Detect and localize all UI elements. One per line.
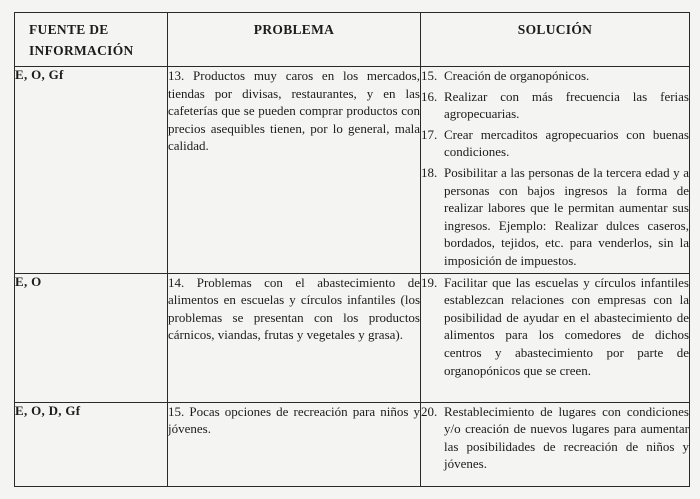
solution-text: Crear mercaditos agropecuarios con buenas condiciones. [444, 126, 689, 160]
solution-number: 17. [421, 126, 438, 142]
solution-number: 19. [421, 274, 438, 290]
solution-cell [421, 273, 690, 402]
problem-cell: 13. Productos muy caros en los mercados, tiendas por divisas, restaurantes, y en las cafeterías que se pueden comprar productos con precios asequibles tienen, por lo general, mala calidad. [168, 67, 421, 274]
solution-item [421, 67, 689, 85]
header-solution: SOLUCIÓN [421, 13, 690, 67]
solution-number: 15. [421, 68, 438, 83]
header-source-line2: INFORMACIÓN [29, 43, 134, 58]
solution-number: 20. [421, 403, 438, 419]
source-cell: E, O, Gf [15, 67, 168, 274]
table-row [15, 402, 690, 486]
solution-item [421, 164, 689, 270]
solution-item [421, 88, 689, 123]
table-row [15, 273, 690, 402]
solution-item [421, 403, 689, 473]
table-row [15, 67, 690, 274]
solution-cell [421, 402, 690, 486]
solution-text: Restablecimiento de lugares con condiciones y/o creación de nuevos lugares para aumentar las posibilidades de recreación de niños y jóvenes. [444, 403, 689, 472]
header-problem: PROBLEMA [168, 13, 421, 67]
table-header-row [15, 13, 690, 67]
solution-number: 18. [421, 164, 438, 180]
solution-text: Realizar con más frecuencia las ferias agropecuarias. [444, 88, 689, 122]
source-cell: E, O, D, Gf [15, 402, 168, 486]
solution-cell [421, 67, 690, 274]
solution-text: Creación de organopónicos. [444, 68, 590, 83]
problems-solutions-table [14, 12, 690, 487]
problem-cell: 15. Pocas opciones de recreación para niños y jóvenes. [168, 402, 421, 486]
solution-text: Posibilitar a las personas de la tercera edad y a personas con bajos ingresos la forma de realizar labores que le permitan aumentar sus ingresos. Ejemplo: Realizar dulces caseros, bordados, tejidos, etc. para venderlos, sin la imposición de impuestos. [444, 164, 689, 268]
solution-item [421, 274, 689, 380]
solution-text: Facilitar que las escuelas y círculos infantiles establezcan relaciones con empresas con la posibilidad de ayudar en el abastecimiento de alimentos para los comedores de dichos centros y abastecimiento por parte de organopónicos que se creen. [444, 274, 689, 378]
solution-item [421, 126, 689, 161]
header-source-line1: FUENTE DE [29, 22, 109, 37]
solution-number: 16. [421, 88, 438, 104]
header-source [15, 13, 168, 67]
problem-cell: 14. Problemas con el abastecimiento de alimentos en escuelas y círculos infantiles (los problemas se presentan con los productos cárnicos, viandas, frutas y vegetales y grasa). [168, 273, 421, 402]
source-cell: E, O [15, 273, 168, 402]
